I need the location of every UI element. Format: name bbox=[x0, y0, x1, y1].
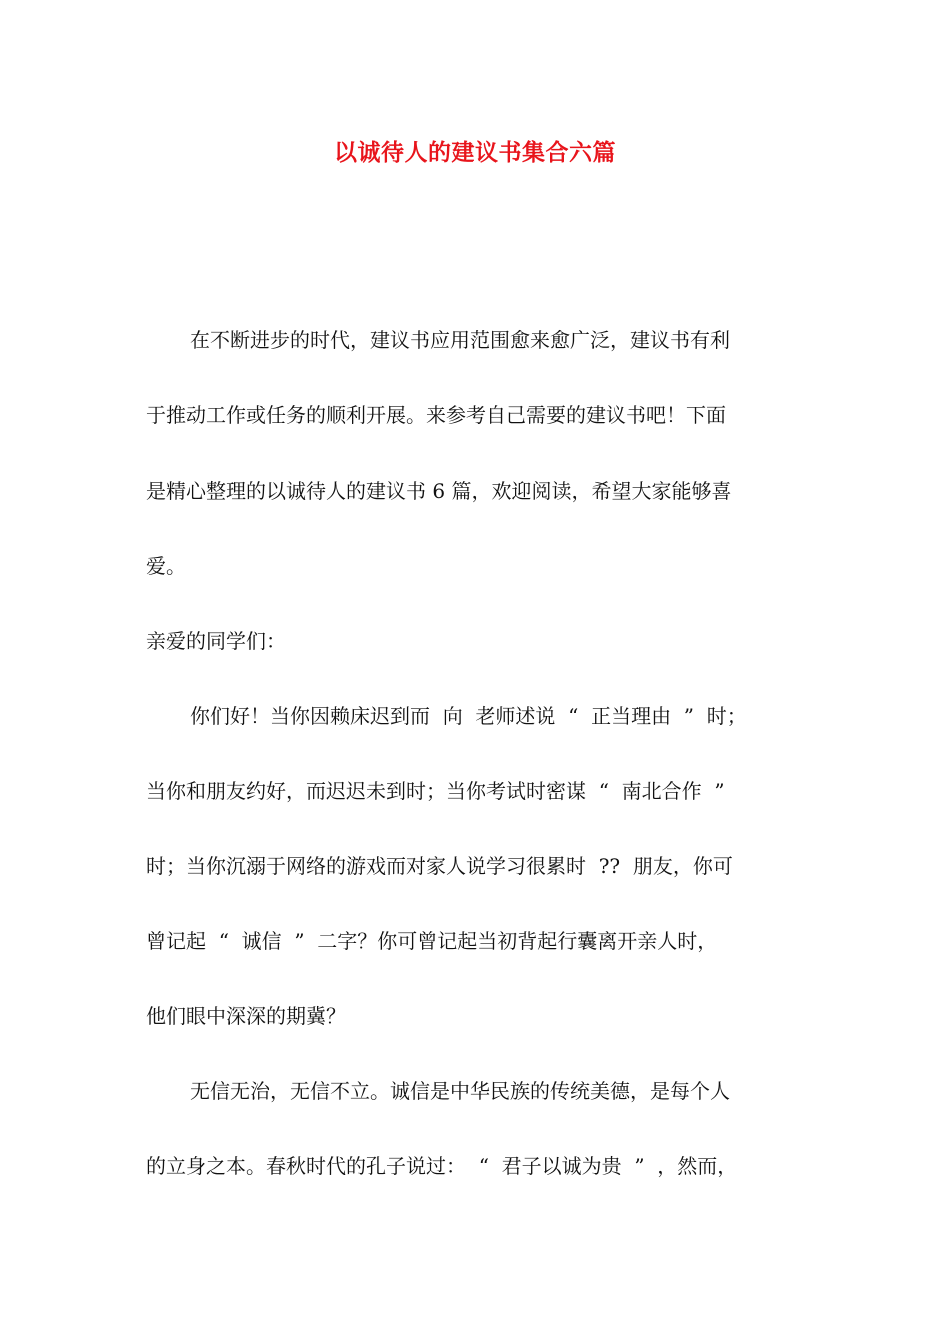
paragraph-line: 无信无治，无信不立。诚信是中华民族的传统美德，是每个人 bbox=[190, 1079, 730, 1103]
paragraph-line: 在不断进步的时代，建议书应用范围愈来愈广泛，建议书有利 bbox=[190, 328, 730, 352]
paragraph-line: 时；当你沉溺于网络的游戏而对家人说学习很累时 ?? 朋友，你可 bbox=[146, 854, 733, 878]
paragraph-line: 的立身之本。春秋时代的孔子说过： “ 君子以诚为贵 ” ，然而， bbox=[146, 1154, 738, 1178]
paragraph-line: 曾记起 “ 诚信 ” 二字？你可曾记起当初背起行囊离开亲人时， bbox=[146, 929, 718, 953]
paragraph-line: 他们眼中深深的期冀？ bbox=[146, 1004, 346, 1028]
paragraph-line: 于推动工作或任务的顺利开展。来参考自己需要的建议书吧！下面 bbox=[146, 403, 726, 427]
paragraph-line: 爱。 bbox=[146, 554, 186, 578]
paragraph-line: 是精心整理的以诚待人的建议书 6 篇，欢迎阅读，希望大家能够喜 bbox=[146, 479, 732, 503]
document-title: 以诚待人的建议书集合六篇 bbox=[334, 139, 616, 166]
paragraph-line: 当你和朋友约好，而迟迟未到时；当你考试时密谋 “ 南北合作 ” bbox=[146, 779, 725, 803]
paragraph-line: 你们好！当你因赖床迟到而 向 老师述说 “ 正当理由 ” 时； bbox=[190, 704, 747, 728]
salutation-line: 亲爱的同学们： bbox=[146, 629, 286, 653]
